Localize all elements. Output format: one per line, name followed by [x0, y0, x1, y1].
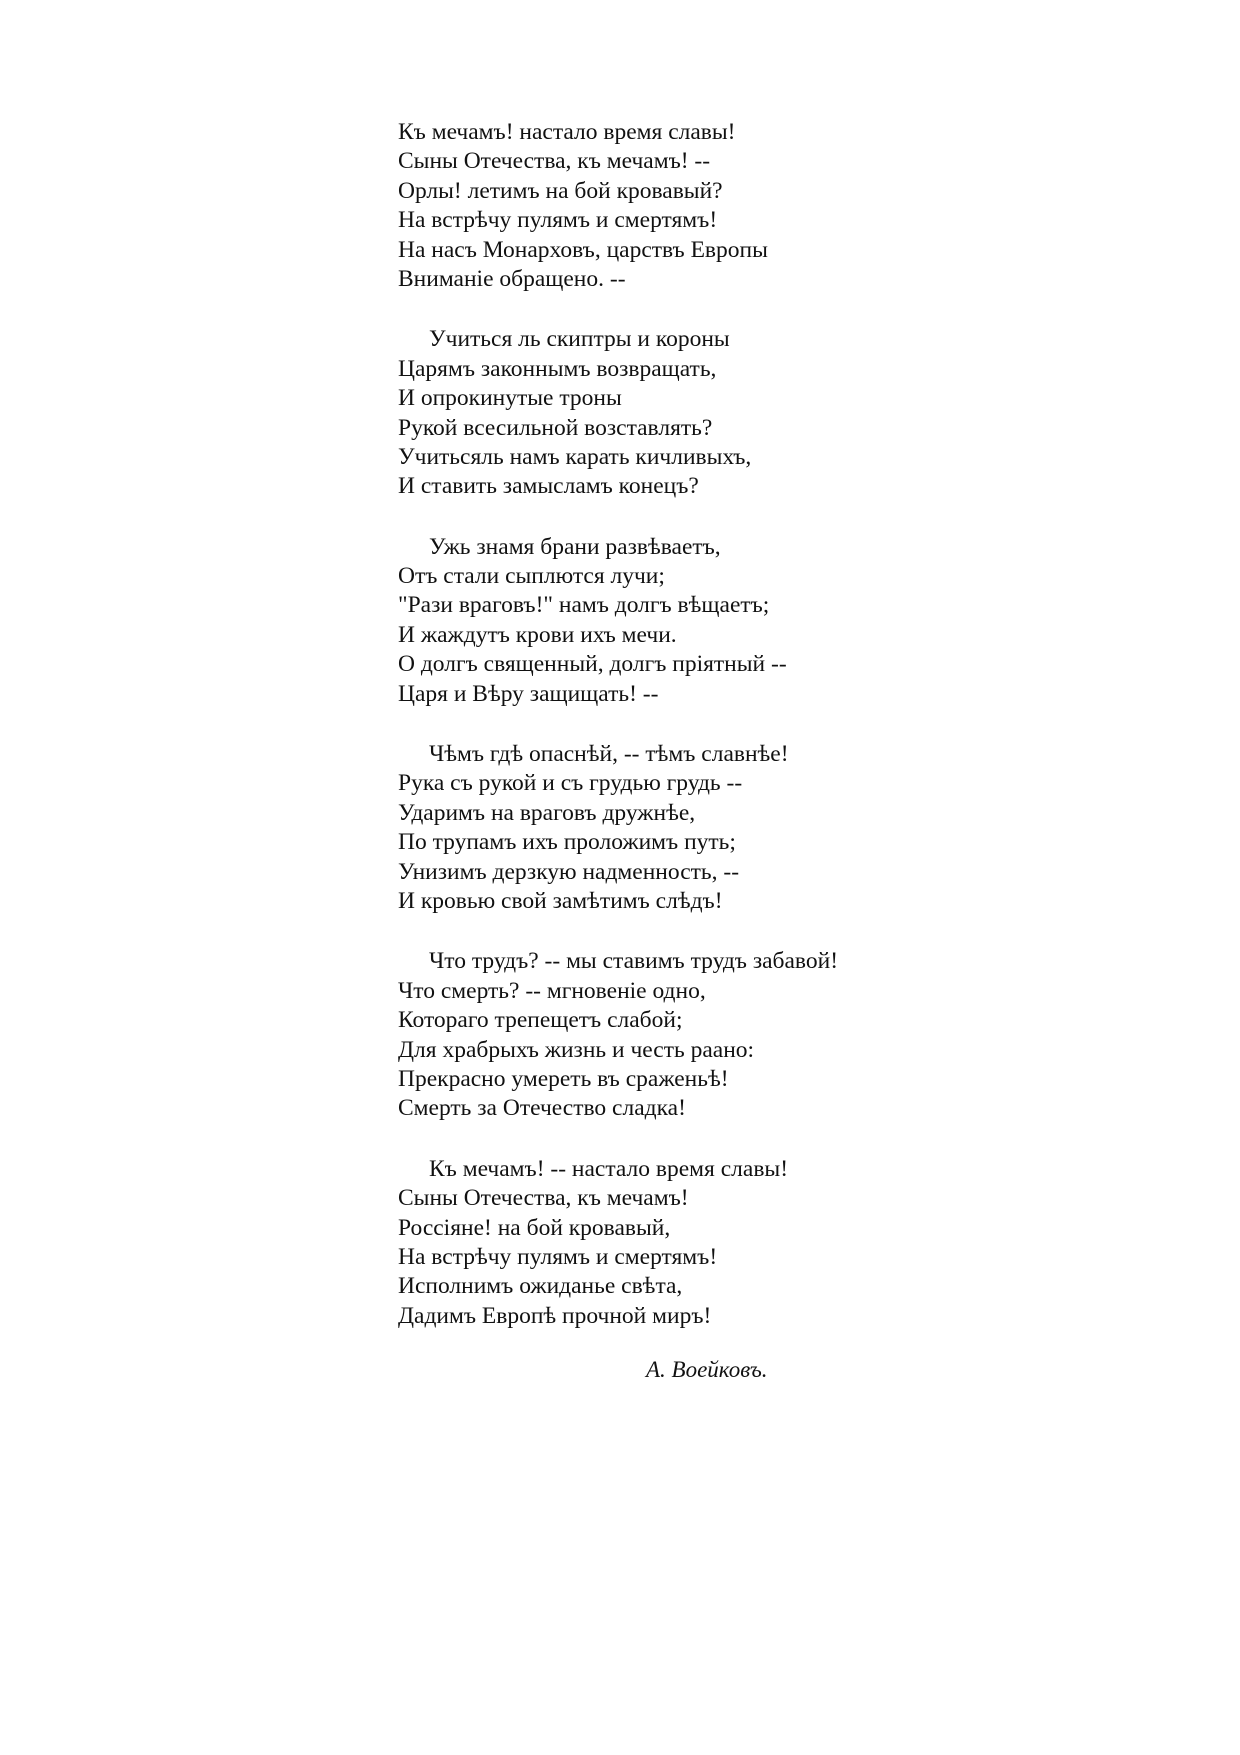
stanza-5	[398, 947, 1018, 1123]
poem-line: Учитьсяль намъ карать кичливыхъ,	[398, 443, 752, 470]
poem-line: Что трудъ? -- мы ставимъ трудъ забавой!	[429, 948, 839, 975]
poem-line: Сыны Отечества, къ мечамъ!	[398, 1185, 689, 1212]
poem-line: Вниманіе обращено. --	[398, 265, 626, 292]
stanza-2	[398, 325, 1018, 501]
poem-line: Что смерть? -- мгновеніе одно,	[398, 977, 706, 1004]
poem-line: Россіяне! на бой кровавый,	[398, 1214, 671, 1241]
poem-line: На встрѣчу пулямъ и смертямъ!	[398, 207, 718, 234]
poem-line: О долгъ священный, долгъ пріятный --	[398, 651, 787, 678]
poem-line: Дадимъ Европѣ прочной миръ!	[398, 1302, 712, 1329]
stanza-1	[398, 118, 1018, 294]
poem-line: И кровью свой замѣтимъ слѣдъ!	[398, 887, 723, 914]
poem-line: И жаждутъ крови ихъ мечи.	[398, 621, 677, 648]
poem-line: Ужь знамя брани развѣваетъ,	[429, 533, 721, 560]
poem-line: Для храбрыхъ жизнь и честь раано:	[398, 1036, 755, 1063]
poem-line: Смерть за Отечество сладка!	[398, 1095, 686, 1122]
poem-line: Къ мечамъ! -- настало время славы!	[429, 1155, 789, 1182]
poem-line: Сыны Отечества, къ мечамъ! --	[398, 148, 711, 175]
poem-line: Котораго трепещетъ слабой;	[398, 1007, 683, 1034]
poem-line: Чѣмъ гдѣ опаснѣй, -- тѣмъ славнѣе!	[429, 741, 789, 768]
stanza-4	[398, 740, 1018, 916]
poem-line: Царя и Вѣру защищать! --	[398, 680, 659, 707]
poem-line: На встрѣчу пулямъ и смертямъ!	[398, 1243, 718, 1270]
poem-line: Орлы! летимъ на бой кровавый?	[398, 177, 723, 204]
poem-line: Отъ стали сыплются лучи;	[398, 563, 665, 590]
poem-line: Прекрасно умереть въ сраженьѣ!	[398, 1065, 729, 1092]
poem	[398, 118, 1018, 1362]
poem-line: Исполнимъ ожиданье свѣта,	[398, 1273, 683, 1300]
poem-line: Унизимъ дерзкую надменность, --	[398, 858, 740, 885]
poem-line: И опрокинутые троны	[398, 385, 622, 412]
poem-line: Учиться ль скиптры и короны	[429, 326, 730, 353]
poem-line: Царямъ законнымъ возвращать,	[398, 355, 717, 382]
poem-line: Ударимъ на враговъ дружнѣе,	[398, 799, 696, 826]
poem-line: На насъ Монарховъ, царствъ Европы	[398, 236, 768, 263]
poem-line: И ставить замысламъ конецъ?	[398, 473, 699, 500]
poem-line: Рука съ рукой и съ грудью грудь --	[398, 770, 743, 797]
poem-line: По трупамъ ихъ проложимъ путь;	[398, 829, 736, 856]
poem-line: Рукой всесильной возставлять?	[398, 414, 713, 441]
poem-line: "Рази враговъ!" намъ долгъ вѣщаетъ;	[398, 592, 770, 619]
stanza-6	[398, 1155, 1018, 1331]
stanza-3	[398, 533, 1018, 709]
poem-line: Къ мечамъ! настало время славы!	[398, 119, 736, 145]
author-signature: А. Воейковъ.	[646, 1357, 768, 1382]
